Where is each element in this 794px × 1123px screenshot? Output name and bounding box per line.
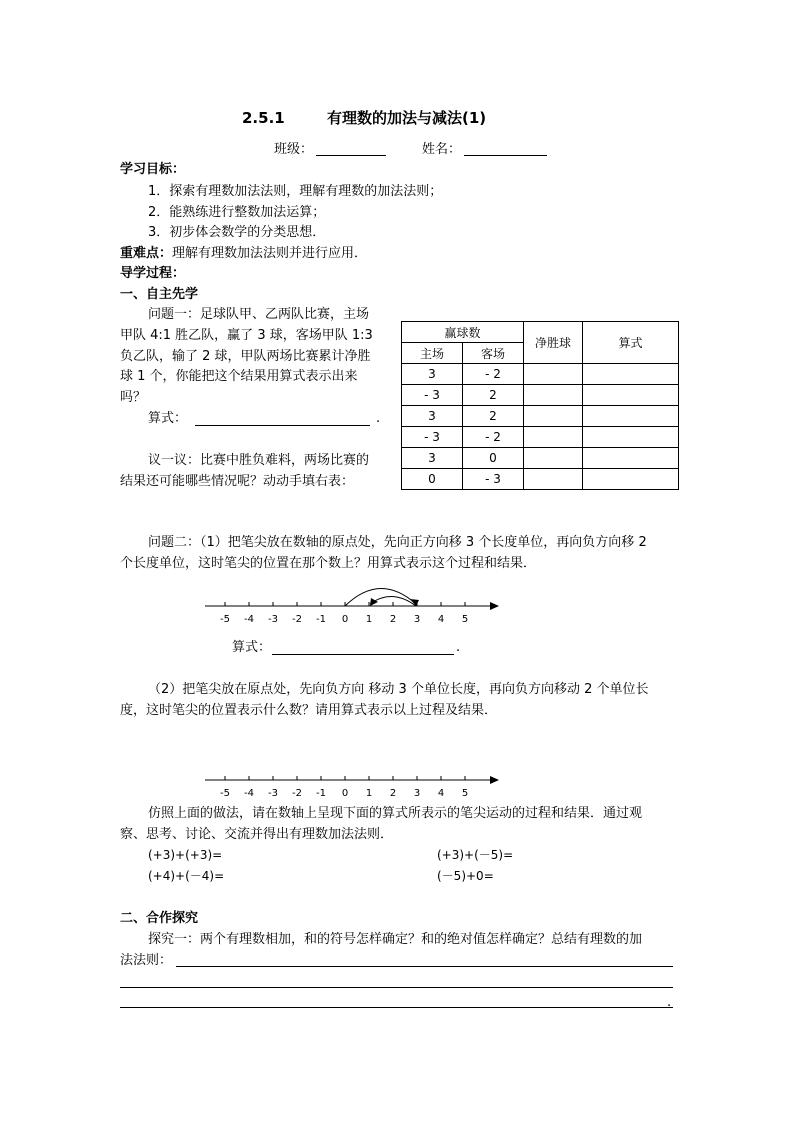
- formula-cell[interactable]: [583, 385, 679, 406]
- q1-line: 甲队 4:1 胜乙队，赢了 3 球，客场甲队 1:3: [120, 328, 373, 343]
- class-blank[interactable]: [316, 155, 386, 156]
- header-wins: 赢球数: [402, 322, 524, 343]
- header-home: 主场: [402, 343, 463, 364]
- tick-label: 4: [437, 614, 445, 625]
- away-cell: - 3: [463, 469, 524, 490]
- formula-cell[interactable]: [583, 406, 679, 427]
- score-table: [401, 321, 679, 490]
- q1-line: 负乙队，输了 2 球，甲队两场比赛累计净胜: [120, 349, 371, 364]
- tick-label: 2: [389, 614, 397, 625]
- tick-label: -4: [244, 614, 254, 625]
- q2-2-line: 度，这时笔尖的位置表示什么数？请用算式表示以上过程及结果．: [120, 703, 498, 718]
- q2-line: 个长度单位，这时笔尖的位置在那个数上？用算式表示这个过程和结果．: [120, 556, 537, 571]
- away-cell: - 2: [463, 364, 524, 385]
- tick-label: 3: [413, 788, 421, 799]
- q2-2-line: （2）把笔尖放在原点处，先向负方向 移动 3 个单位长度，再向负方向移动 2 个单位长: [148, 682, 649, 697]
- answer-line[interactable]: [176, 966, 673, 967]
- away-cell: 2: [463, 385, 524, 406]
- exercise: (－5)+0=: [437, 869, 494, 883]
- formula-label-2: 算式：: [232, 640, 272, 655]
- net-cell[interactable]: [524, 448, 583, 469]
- net-cell[interactable]: [524, 364, 583, 385]
- table-row: [402, 385, 679, 406]
- formula-cell[interactable]: [583, 427, 679, 448]
- tick-label: 3: [413, 614, 421, 625]
- home-cell: - 3: [402, 427, 463, 448]
- q1-line: 问题一：足球队甲、乙两队比赛，主场: [148, 307, 370, 322]
- tick-label: -5: [220, 614, 230, 625]
- away-cell: 2: [463, 406, 524, 427]
- tick-label: 1: [365, 788, 373, 799]
- header-formula: 算式: [583, 322, 679, 364]
- home-cell: - 3: [402, 385, 463, 406]
- tick-label: -4: [244, 788, 254, 799]
- exercise: (+4)+(－4)=: [148, 869, 225, 883]
- formula-cell[interactable]: [583, 469, 679, 490]
- key-points-text: 理解有理数加法法则并进行应用．: [172, 246, 368, 261]
- objectives-heading: 学习目标：: [120, 162, 186, 177]
- imitate-line: 察、思考、讨论、交流并得出有理数加法法则．: [120, 827, 394, 842]
- q2-line: 问题二：（1）把笔尖放在数轴的原点处，先向正方向移 3 个长度单位，再向负方向移 2: [148, 535, 647, 550]
- header-net: 净胜球: [524, 322, 583, 364]
- net-cell[interactable]: [524, 427, 583, 448]
- tick-label: -2: [292, 788, 302, 799]
- exercise: (+3)+(－5)=: [437, 848, 514, 862]
- tick-label: 5: [461, 788, 469, 799]
- formula-blank-2[interactable]: [272, 654, 454, 655]
- table-row: [402, 427, 679, 448]
- tick-label: 4: [437, 788, 445, 799]
- formula-period-2: .: [456, 640, 461, 655]
- q1-line: 球 1 个，你能把这个结果用算式表示出来: [120, 369, 358, 384]
- formula-cell[interactable]: [583, 448, 679, 469]
- number-line-2: [200, 754, 510, 806]
- answer-line[interactable]: [120, 987, 673, 988]
- objective-item: 2．能熟练进行整数加法运算；: [148, 205, 326, 220]
- process-heading: 导学过程：: [120, 266, 186, 281]
- lesson-title: 有理数的加法与减法(1): [327, 109, 487, 127]
- explore-line: 探究一：两个有理数相加，和的符号怎样确定？和的绝对值怎样确定？总结有理数的加: [148, 932, 643, 947]
- name-label: 姓名：: [422, 142, 462, 157]
- home-cell: 3: [402, 364, 463, 385]
- imitate-line: 仿照上面的做法，请在数轴上呈现下面的算式所表示的笔尖运动的过程和结果．通过观: [148, 806, 643, 821]
- number-line-1: [200, 580, 510, 632]
- table-row: [402, 448, 679, 469]
- formula-label: 算式：: [148, 411, 188, 426]
- net-cell[interactable]: [524, 406, 583, 427]
- key-points-label: 重难点：: [120, 246, 173, 261]
- formula-blank[interactable]: [195, 425, 370, 426]
- section1-heading: 一、自主先学: [120, 287, 199, 302]
- discuss-line: 议一议：比赛中胜负难料，两场比赛的: [148, 453, 370, 468]
- table-row: [402, 406, 679, 427]
- tick-label: 1: [365, 614, 373, 625]
- answer-line[interactable]: [120, 1007, 673, 1008]
- explore-line: 法法则：: [120, 953, 173, 968]
- home-cell: 3: [402, 406, 463, 427]
- key-points: [120, 247, 367, 260]
- tick-label: -1: [316, 788, 326, 799]
- tick-label: -2: [292, 614, 302, 625]
- objective-item: 1．探索有理数加法法则，理解有理数的加法法则；: [148, 184, 443, 199]
- exercise: (+3)+(+3)=: [148, 848, 223, 862]
- tick-label: 2: [389, 788, 397, 799]
- tick-label: 0: [341, 614, 349, 625]
- section2-heading: 二、合作探究: [120, 911, 199, 926]
- header-away: 客场: [463, 343, 524, 364]
- table-row: [402, 364, 679, 385]
- tick-label: -3: [268, 614, 278, 625]
- net-cell[interactable]: [524, 385, 583, 406]
- name-blank[interactable]: [464, 155, 547, 156]
- formula-cell[interactable]: [583, 364, 679, 385]
- away-cell: 0: [463, 448, 524, 469]
- away-cell: - 2: [463, 427, 524, 448]
- tick-label: 0: [341, 788, 349, 799]
- formula-period: .: [376, 411, 381, 426]
- home-cell: 3: [402, 448, 463, 469]
- q1-line: 吗？: [120, 390, 147, 405]
- class-label: 班级：: [274, 142, 314, 157]
- objective-item: 3．初步体会数学的分类思想．: [148, 225, 326, 240]
- tick-label: 5: [461, 614, 469, 625]
- tick-label: -3: [268, 788, 278, 799]
- lesson-number: 2.5.1: [242, 109, 285, 127]
- home-cell: 0: [402, 469, 463, 490]
- discuss-line: 结果还可能哪些情况呢？动动手填右表：: [120, 474, 355, 489]
- table-row: [402, 469, 679, 490]
- net-cell[interactable]: [524, 469, 583, 490]
- answer-period: .: [667, 995, 672, 1010]
- tick-label: -1: [316, 614, 326, 625]
- tick-label: -5: [220, 788, 230, 799]
